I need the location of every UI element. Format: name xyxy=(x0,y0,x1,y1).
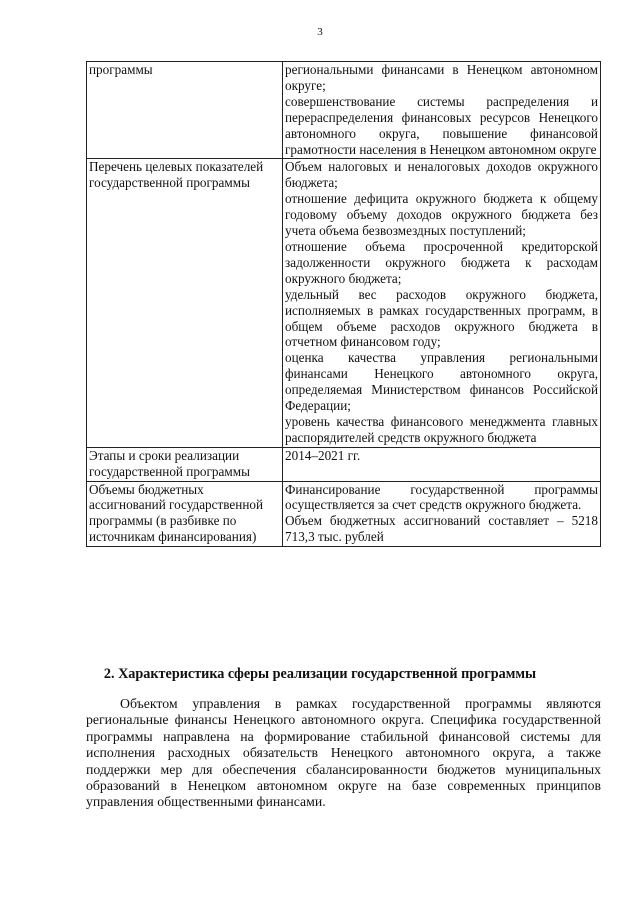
row-value xyxy=(283,62,601,159)
value-item: Объем бюджетных ассигнований составляет – 5218 713,3 тыс. рублей xyxy=(285,513,598,545)
row-label: Объемы бюджетных ассигнований государственной программы (в разбивке по источникам финансирования) xyxy=(87,481,283,547)
page-number: 3 xyxy=(317,26,323,38)
row-label: программы xyxy=(87,62,283,159)
row-value xyxy=(283,447,601,481)
table-row xyxy=(87,447,601,481)
program-passport-table xyxy=(86,61,601,547)
value-item: удельный вес расходов окружного бюджета, исполняемых в рамках государственных программ, в общем объеме расходов окружного бюджета в отчетном финансовом году; xyxy=(285,286,598,350)
value-item: отношение объема просроченной кредиторской задолженности окружного бюджета к расходам окружного бюджета; xyxy=(285,238,598,286)
value-item: отношение дефицита окружного бюджета к общему годовому объему доходов окружного бюджета без учета объема безвозмездных поступлений; xyxy=(285,191,598,239)
row-value xyxy=(283,481,601,547)
value-item: 2014–2021 гг. xyxy=(285,447,361,463)
section-heading: 2. Характеристика сферы реализации государственной программы xyxy=(103,666,537,682)
table-row xyxy=(87,159,601,447)
value-item: оценка качества управления региональными финансами Ненецкого автономного округа, определяемая Министерством финансов Российской Федерации; xyxy=(285,350,598,414)
row-value xyxy=(283,159,601,447)
value-item: совершенствование системы распределения и перераспределения финансовых ресурсов Ненецкого автономного округа, повышение финансовой грамотности населения в Ненецком автономном округе xyxy=(285,93,598,157)
row-label: Этапы и сроки реализации государственной программы xyxy=(87,447,283,481)
value-item: Объем налоговых и неналоговых доходов окружного бюджета; xyxy=(285,159,598,191)
row-label: Перечень целевых показателей государственной программы xyxy=(87,159,283,447)
value-item: уровень качества финансового менеджмента главных распорядителей средств окружного бюджета xyxy=(285,413,598,445)
section-paragraph: Объектом управления в рамках государственной программы являются региональные финансы Ненецкого автономного округа. Специфика государственной программы направлена на формирование стабильной финансовой системы для исполнения расходных обязательств Ненецкого автономного округа, а также поддержки мер для обеспечения сбалансированности бюджетов муниципальных образований в Ненецком автономном округе на базе современных принципов управления общественными финансами. xyxy=(86,696,601,810)
value-item: региональными финансами в Ненецком автономном округе; xyxy=(285,62,598,93)
table-row xyxy=(87,481,601,547)
table-row xyxy=(87,62,601,159)
value-item: Финансирование государственной программы осуществляется за счет средств окружного бюджета. xyxy=(285,481,598,513)
